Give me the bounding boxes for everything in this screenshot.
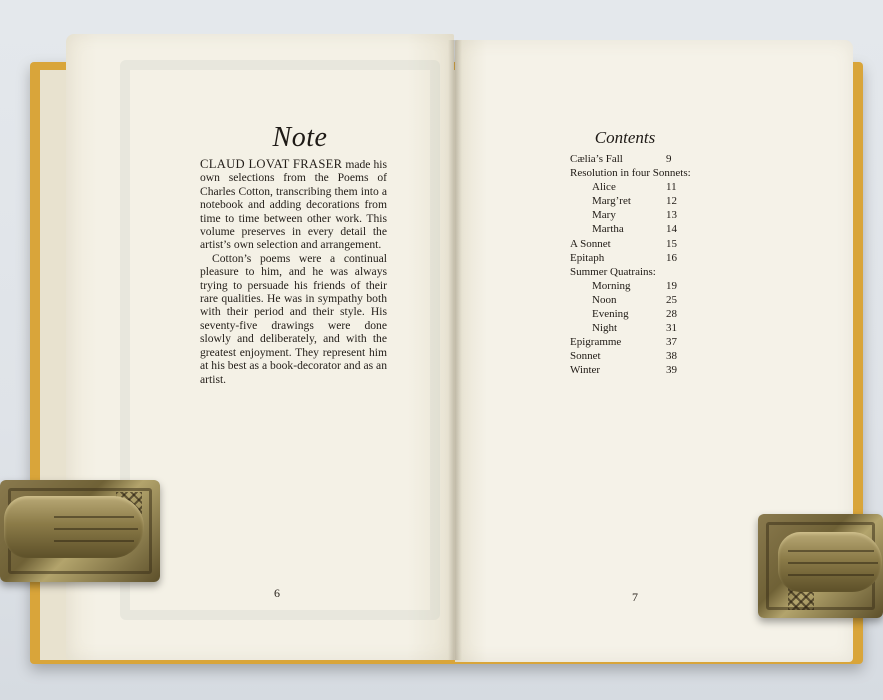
contents-entry xyxy=(570,349,710,363)
note-lead: CLAUD LOVAT FRASER xyxy=(200,157,343,171)
contents-entry xyxy=(570,237,710,251)
contents-entry-title: Evening xyxy=(592,308,629,321)
contents-entry-page: 19 xyxy=(666,279,677,292)
contents-entry-title: Summer Quatrains: xyxy=(570,265,656,278)
finger-line xyxy=(54,528,138,530)
contents-entry-page: 14 xyxy=(666,223,677,236)
note-paragraph-1 xyxy=(200,158,387,252)
contents-entry-title: Winter xyxy=(570,364,601,377)
contents-entry-page: 38 xyxy=(666,350,677,363)
contents-entry xyxy=(570,194,710,208)
contents-entry-page: 9 xyxy=(666,153,672,165)
contents-entry xyxy=(570,251,710,265)
contents-entry-title: Martha xyxy=(592,223,624,236)
contents-entry xyxy=(570,321,710,335)
contents-entry xyxy=(570,293,710,307)
finger-line xyxy=(788,550,874,552)
contents-entry-title: Epitaph xyxy=(570,251,605,264)
contents-entry-page: 31 xyxy=(666,322,677,335)
right-page-number: 7 xyxy=(632,590,638,604)
contents-entry-title: Marg’ret xyxy=(592,195,631,208)
contents-entry-title: Resolution in four Sonnets: xyxy=(570,167,691,180)
contents-entry-title: Cælia’s Fall xyxy=(570,153,623,165)
finger-line xyxy=(54,540,134,542)
contents-entry-page: 37 xyxy=(666,336,677,349)
contents-entry xyxy=(570,222,710,236)
contents-entry-page: 15 xyxy=(666,237,677,250)
contents-entry-page: 13 xyxy=(666,209,677,222)
contents-entry-title: Noon xyxy=(592,293,617,306)
contents-entry-page: 12 xyxy=(666,195,677,208)
book-gutter xyxy=(448,40,462,660)
brass-hand-icon xyxy=(4,496,144,558)
finger-line xyxy=(54,516,134,518)
contents-entry-page: 16 xyxy=(666,251,677,264)
contents-entry xyxy=(570,208,710,222)
contents-entry xyxy=(570,363,710,377)
contents-entry-page: 11 xyxy=(666,181,677,194)
finger-line xyxy=(788,562,878,564)
brass-hand-weight-right xyxy=(758,514,883,618)
contents-entry xyxy=(570,180,710,194)
contents-entry-page: 28 xyxy=(666,308,677,321)
contents-entry-title: Sonnet xyxy=(570,350,601,363)
contents-entry xyxy=(570,279,710,293)
contents-heading: Contents xyxy=(594,128,656,147)
note-heading: Note xyxy=(272,122,328,153)
contents-entry-title: Mary xyxy=(592,209,616,222)
contents-entry-title: Alice xyxy=(592,181,616,194)
contents-list xyxy=(570,152,710,378)
note-body xyxy=(200,158,387,386)
note-paragraph-2: Cotton’s poems were a continual pleasure to him, and he was always trying to persuade his friends of their rare qualities. He was in sympathy both with their period and their style. His seventy-five drawings were done slowly and deliberately, and with the greatest enjoyment. They represent him at his best as a book-decorator and as an artist. xyxy=(200,251,387,386)
contents-entry-title: Epigramme xyxy=(570,336,622,349)
contents-entry-page: 39 xyxy=(666,364,677,377)
brass-hand-icon xyxy=(778,532,882,592)
contents-entry xyxy=(570,307,710,321)
contents-entry xyxy=(570,335,710,349)
contents-entry-title: A Sonnet xyxy=(570,237,611,250)
brass-hand-weight-left xyxy=(0,480,160,582)
contents-entry-title: Night xyxy=(592,322,618,335)
left-page-number: 6 xyxy=(274,586,280,600)
finger-line xyxy=(788,574,874,576)
contents-entry xyxy=(570,152,710,166)
note-paragraph-1-text: made his own selections from the Poems of Charles Cotton, transcribing them into a notebook and adding decorations from time to time between other work. This volume preserves in every detail the artist’s own selection and arrangement. xyxy=(200,158,387,252)
contents-entry-page: 25 xyxy=(666,293,677,306)
contents-entry xyxy=(570,265,710,279)
contents-entry-title: Morning xyxy=(592,279,631,292)
contents-entry xyxy=(570,166,710,180)
